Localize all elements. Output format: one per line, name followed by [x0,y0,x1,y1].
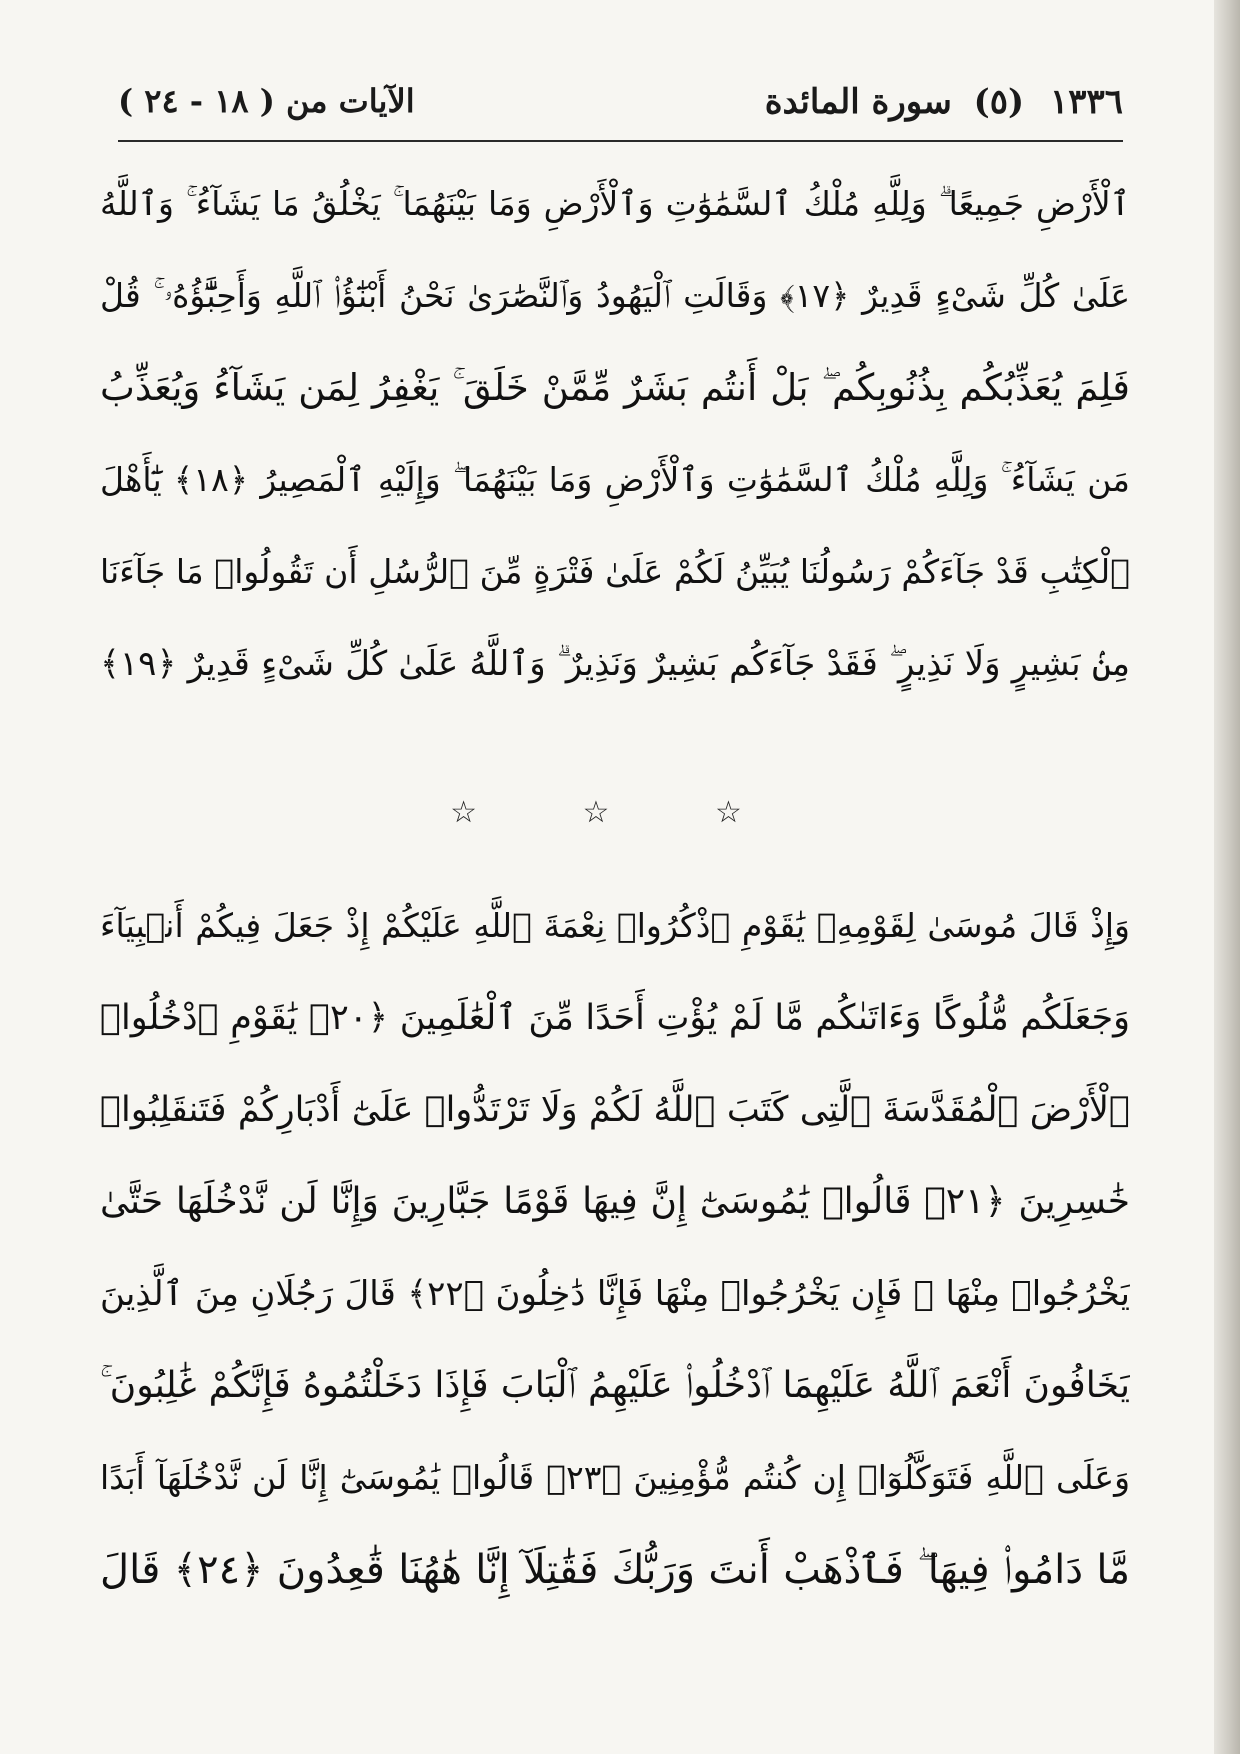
verse-line: ٱلْأَرْضَ ٱلْمُقَدَّسَةَ ٱلَّتِى كَتَبَ ٱللَّهُ لَكُمْ وَلَا تَرْتَدُّوا۟ عَلَىٰٓ أَدْبَارِكُمْ فَتَنقَلِبُوا۟ [100,1090,1130,1130]
verses-block-1 [100,158,1130,710]
verse-line: مِنۢ بَشِيرٍ وَلَا نَذِيرٍ ۖ فَقَدْ جَآءَكُم بَشِيرٌ وَنَذِيرٌ ۗ وَٱللَّهُ عَلَىٰ كُلِّ شَىْءٍ قَدِيرٌ ﴿١٩﴾ [100,644,1130,684]
surah-number: (٥) [973,82,1025,122]
section-divider-stars: ☆ ☆ ☆ [450,795,790,830]
verse-range: الآيات من ( ١٨ - ٢٤ ) [118,82,415,120]
page-header [118,82,1123,142]
verses-block-2 [100,880,1130,1616]
verse-line: وَإِذْ قَالَ مُوسَىٰ لِقَوْمِهِۦ يَٰقَوْمِ ٱذْكُرُوا۟ نِعْمَةَ ٱللَّهِ عَلَيْكُمْ إِذْ جَعَلَ فِيكُمْ أَنۢبِيَآءَ [100,906,1130,945]
verse-line: ٱلْأَرْضِ جَمِيعًا ۗ وَلِلَّهِ مُلْكُ ٱلسَّمَٰوَٰتِ وَٱلْأَرْضِ وَمَا بَيْنَهُمَا ۚ يَخْلُقُ مَا يَشَآءُ ۚ وَٱللَّهُ [100,184,1130,223]
header-surah-info [765,82,1123,122]
header-divider-line [118,140,1123,142]
surah-name: سورة المائدة [764,82,952,122]
page-number: ١٣٣٦ [1049,82,1123,122]
verse-line: ٱلْكِتَٰبِ قَدْ جَآءَكُمْ رَسُولُنَا يُبَيِّنُ لَكُمْ عَلَىٰ فَتْرَةٍ مِّنَ ٱلرُّسُلِ أَن تَقُولُوا۟ مَا جَآءَنَا [100,552,1130,591]
verse-line: خَٰسِرِينَ ﴿٢١﴾ قَالُوا۟ يَٰمُوسَىٰٓ إِنَّ فِيهَا قَوْمًا جَبَّارِينَ وَإِنَّا لَن نَّدْخُلَهَا حَتَّىٰ [100,1181,1130,1222]
page-binding-edge [1214,0,1240,1754]
verse-line: وَعَلَى ٱللَّهِ فَتَوَكَّلُوٓا۟ إِن كُنتُم مُّؤْمِنِينَ ﴿٢٣﴾ قَالُوا۟ يَٰمُوسَىٰٓ إِنَّا لَن نَّدْخُلَهَآ أَبَدًا [100,1458,1130,1497]
verse-line: فَلِمَ يُعَذِّبُكُم بِذُنُوبِكُم ۖ بَلْ أَنتُم بَشَرٌ مِّمَّنْ خَلَقَ ۚ يَغْفِرُ لِمَن يَشَآءُ وَيُعَذِّبُ [100,366,1130,409]
verse-line: وَجَعَلَكُم مُّلُوكًا وَءَاتَىٰكُم مَّا لَمْ يُؤْتِ أَحَدًا مِّنَ ٱلْعَٰلَمِينَ ﴿٢٠﴾ يَٰقَوْمِ ٱدْخُلُوا۟ [100,998,1130,1038]
verse-line: مَن يَشَآءُ ۚ وَلِلَّهِ مُلْكُ ٱلسَّمَٰوَٰتِ وَٱلْأَرْضِ وَمَا بَيْنَهُمَا ۖ وَإِلَيْهِ ٱلْمَصِيرُ ﴿١٨﴾ يَٰٓأَهْلَ [100,460,1130,499]
verse-line: مَّا دَامُوا۟ فِيهَا ۖ فَٱذْهَبْ أَنتَ وَرَبُّكَ فَقَٰتِلَآ إِنَّا هَٰهُنَا قَٰعِدُونَ ﴿٢٤﴾ قَالَ [100,1547,1130,1593]
verse-line: يَخَافُونَ أَنْعَمَ ٱللَّهُ عَلَيْهِمَا ٱدْخُلُوا۟ عَلَيْهِمُ ٱلْبَابَ فَإِذَا دَخَلْتُمُوهُ فَإِنَّكُمْ غَٰلِبُونَ ۚ [100,1365,1130,1406]
verse-line: يَخْرُجُوا۟ مِنْهَا ۖ فَإِن يَخْرُجُوا۟ مِنْهَا فَإِنَّا دَٰخِلُونَ ﴿٢٢﴾ قَالَ رَجُلَانِ مِنَ ٱلَّذِينَ [100,1274,1130,1314]
verse-line: عَلَىٰ كُلِّ شَىْءٍ قَدِيرٌ ﴿١٧﴾ وَقَالَتِ ٱلْيَهُودُ وَٱلنَّصَٰرَىٰ نَحْنُ أَبْنَٰٓؤُا۟ ٱللَّهِ وَأَحِبَّٰٓؤُهُۥ ۚ قُلْ [100,276,1130,315]
